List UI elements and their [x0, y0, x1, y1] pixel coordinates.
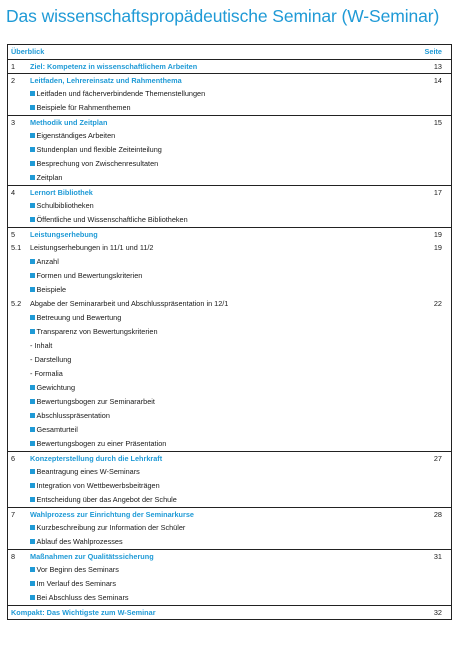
entry-text: Transparenz von Bewertungskriterien — [36, 327, 158, 336]
bullet-item — [30, 171, 411, 185]
section-page-number: 15 — [433, 117, 442, 127]
toc-section-row[interactable] — [8, 451, 451, 465]
section-title: Leistungserhebung — [30, 229, 98, 239]
entry-text: Bewertungsbogen zu einer Präsentation — [36, 439, 167, 448]
toc-entry-row[interactable] — [8, 269, 451, 283]
square-bullet-icon — [30, 497, 35, 502]
page-title: Das wissenschaftspropädeutische Seminar (W-Seminar) — [6, 6, 440, 26]
square-bullet-icon — [30, 399, 35, 404]
entry-text: Integration von Wettbewerbsbeiträgen — [36, 481, 160, 490]
toc-entry-row[interactable] — [8, 535, 451, 549]
toc-entry-row[interactable] — [8, 283, 451, 297]
subsection-page-number: 19 — [433, 243, 442, 252]
entry-text: Stundenplan und flexible Zeiteinteilung — [36, 145, 162, 154]
toc-entry-row[interactable] — [8, 353, 451, 367]
toc-entry-row[interactable] — [8, 339, 451, 353]
square-bullet-icon — [30, 259, 35, 264]
bullet-item — [30, 101, 411, 115]
square-bullet-icon — [30, 595, 35, 600]
square-bullet-icon — [30, 315, 35, 320]
section-title: Wahlprozess zur Einrichtung der Seminarkurse — [30, 509, 194, 519]
toc-section-row[interactable] — [8, 549, 451, 563]
section-page-number: 31 — [433, 551, 442, 561]
entry-text: Öffentliche und Wissenschaftliche Bibliotheken — [36, 215, 188, 224]
section-title: Lernort Bibliothek — [30, 187, 93, 197]
bullet-item — [30, 395, 411, 409]
dash-item — [30, 339, 411, 353]
section-page-number: 19 — [433, 229, 442, 239]
toc-entry-row[interactable] — [8, 87, 451, 101]
square-bullet-icon — [30, 287, 35, 292]
toc-entry-row[interactable] — [8, 157, 451, 171]
entry-text: Zeitplan — [36, 173, 63, 182]
bullet-item — [30, 563, 411, 577]
toc-section-row[interactable] — [8, 507, 451, 521]
entry-text: Kurzbeschreibung zur Information der Schüler — [36, 523, 186, 532]
entry-text: Beispiele für Rahmenthemen — [36, 103, 131, 112]
section-page-number: 17 — [433, 187, 442, 197]
bullet-item — [30, 381, 411, 395]
toc-entry-row[interactable] — [8, 213, 451, 227]
section-title: Ziel: Kompetenz in wissenschaftlichem Arbeiten — [30, 61, 198, 71]
subsection-page-number: 22 — [433, 299, 442, 308]
entry-text: Formen und Bewertungskriterien — [36, 271, 143, 280]
bullet-item — [30, 87, 411, 101]
section-title: Konzepterstellung durch die Lehrkraft — [30, 453, 163, 463]
section-title: Leitfaden, Lehrereinsatz und Rahmenthema — [30, 75, 182, 85]
toc-section-row[interactable] — [8, 185, 451, 199]
toc-entry-row[interactable] — [8, 381, 451, 395]
bullet-item — [30, 577, 411, 591]
square-bullet-icon — [30, 175, 35, 180]
entry-text: Abschlusspräsentation — [36, 411, 110, 420]
subsection-number: 5.1 — [11, 243, 22, 252]
square-bullet-icon — [30, 329, 35, 334]
footer-title: Kompakt: Das Wichtigste zum W-Seminar — [11, 607, 156, 617]
entry-text: Leitfaden und fächerverbindende Themenstellungen — [36, 89, 206, 98]
toc-section-row[interactable] — [8, 227, 451, 241]
bullet-item — [30, 493, 411, 507]
subsection-number: 5.2 — [11, 299, 22, 308]
toc-entry-row[interactable] — [8, 143, 451, 157]
entry-text: Anzahl — [36, 257, 59, 266]
toc-entry-row[interactable] — [8, 563, 451, 577]
page-column-header: Seite — [424, 47, 442, 56]
toc-entry-row[interactable] — [8, 577, 451, 591]
entry-text: Bewertungsbogen zur Seminararbeit — [36, 397, 155, 406]
entry-text: - Formalia — [30, 369, 63, 378]
square-bullet-icon — [30, 427, 35, 432]
subsection-title: Abgabe der Seminararbeit und Abschlusspräsentation in 12/1 — [30, 299, 229, 308]
square-bullet-icon — [30, 147, 35, 152]
entry-text: - Darstellung — [30, 355, 72, 364]
toc-entry-row[interactable] — [8, 465, 451, 479]
toc-entry-row[interactable] — [8, 311, 451, 325]
toc-entry-row[interactable] — [8, 171, 451, 185]
section-number: 7 — [11, 509, 16, 519]
toc-entry-row[interactable] — [8, 101, 451, 115]
table-of-contents — [7, 44, 452, 620]
toc-header-row — [8, 45, 451, 59]
square-bullet-icon — [30, 217, 35, 222]
overview-header: Überblick — [11, 47, 45, 56]
section-number: 2 — [11, 75, 16, 85]
bullet-item — [30, 213, 411, 227]
bullet-item — [30, 325, 411, 339]
bullet-item — [30, 479, 411, 493]
square-bullet-icon — [30, 539, 35, 544]
square-bullet-icon — [30, 273, 35, 278]
square-bullet-icon — [30, 441, 35, 446]
entry-text: Entscheidung über das Angebot der Schule — [36, 495, 177, 504]
entry-text: Gewichtung — [36, 383, 76, 392]
footer-page-number: 32 — [433, 607, 442, 617]
dash-item — [30, 367, 411, 381]
section-number: 6 — [11, 453, 16, 463]
toc-section-row[interactable] — [8, 73, 451, 87]
toc-entry-row[interactable] — [8, 409, 451, 423]
toc-entry-row[interactable] — [8, 325, 451, 339]
toc-footer-row[interactable] — [8, 605, 451, 619]
square-bullet-icon — [30, 567, 35, 572]
square-bullet-icon — [30, 133, 35, 138]
toc-entry-row[interactable] — [8, 129, 451, 143]
bullet-item — [30, 535, 411, 549]
entry-text: Ablauf des Wahlprozesses — [36, 537, 123, 546]
dash-item — [30, 353, 411, 367]
entry-text: Besprechung von Zwischenresultaten — [36, 159, 159, 168]
square-bullet-icon — [30, 483, 35, 488]
toc-section-row[interactable] — [8, 115, 451, 129]
entry-text: Schulbibliotheken — [36, 201, 94, 210]
square-bullet-icon — [30, 413, 35, 418]
toc-entry-row[interactable] — [8, 297, 451, 311]
square-bullet-icon — [30, 203, 35, 208]
section-page-number: 14 — [433, 75, 442, 85]
toc-body — [8, 59, 451, 605]
toc-entry-row[interactable] — [8, 255, 451, 269]
section-page-number: 27 — [433, 453, 442, 463]
bullet-item — [30, 143, 411, 157]
toc-section-row[interactable] — [8, 59, 451, 73]
section-number: 3 — [11, 117, 16, 127]
square-bullet-icon — [30, 385, 35, 390]
bullet-item — [30, 591, 411, 605]
toc-entry-row[interactable] — [8, 493, 451, 507]
bullet-item — [30, 409, 411, 423]
square-bullet-icon — [30, 469, 35, 474]
bullet-item — [30, 465, 411, 479]
section-number: 1 — [11, 61, 16, 71]
entry-text: - Inhalt — [30, 341, 53, 350]
bullet-item — [30, 437, 411, 451]
section-number: 4 — [11, 187, 16, 197]
square-bullet-icon — [30, 161, 35, 166]
toc-entry-row[interactable] — [8, 423, 451, 437]
bullet-item — [30, 311, 411, 325]
entry-text: Betreuung und Bewertung — [36, 313, 122, 322]
entry-text: Beantragung eines W-Seminars — [36, 467, 140, 476]
section-title: Maßnahmen zur Qualitätssicherung — [30, 551, 154, 561]
toc-entry-row[interactable] — [8, 437, 451, 451]
bullet-item — [30, 129, 411, 143]
toc-entry-row[interactable] — [8, 241, 451, 255]
toc-entry-row[interactable] — [8, 479, 451, 493]
bullet-item — [30, 423, 411, 437]
entry-text: Im Verlauf des Seminars — [36, 579, 116, 588]
toc-entry-row[interactable] — [8, 521, 451, 535]
bullet-item — [30, 157, 411, 171]
section-number: 8 — [11, 551, 16, 561]
toc-entry-row[interactable] — [8, 395, 451, 409]
toc-entry-row[interactable] — [8, 367, 451, 381]
entry-text: Beispiele — [36, 285, 67, 294]
toc-entry-row[interactable] — [8, 199, 451, 213]
entry-text: Vor Beginn des Seminars — [36, 565, 119, 574]
section-number: 5 — [11, 229, 16, 239]
section-page-number: 28 — [433, 509, 442, 519]
bullet-item — [30, 269, 411, 283]
square-bullet-icon — [30, 91, 35, 96]
square-bullet-icon — [30, 105, 35, 110]
entry-text: Bei Abschluss des Seminars — [36, 593, 129, 602]
square-bullet-icon — [30, 525, 35, 530]
bullet-item — [30, 521, 411, 535]
section-title: Methodik und Zeitplan — [30, 117, 108, 127]
entry-text: Eigenständiges Arbeiten — [36, 131, 116, 140]
subsection-title: Leistungserhebungen in 11/1 und 11/2 — [30, 243, 154, 252]
toc-entry-row[interactable] — [8, 591, 451, 605]
bullet-item — [30, 255, 411, 269]
section-page-number: 13 — [433, 61, 442, 71]
bullet-item — [30, 283, 411, 297]
bullet-item — [30, 199, 411, 213]
entry-text: Gesamturteil — [36, 425, 78, 434]
square-bullet-icon — [30, 581, 35, 586]
